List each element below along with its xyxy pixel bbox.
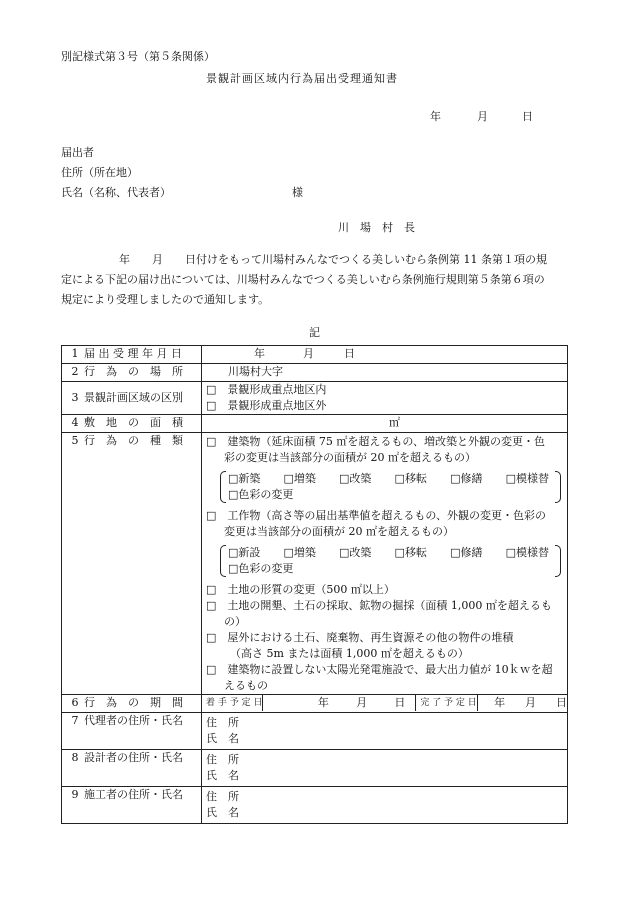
start-month: 月 <box>356 696 368 709</box>
checkbox-icon[interactable]: □ <box>206 599 217 612</box>
row-label: 設計者の住所・氏名 <box>84 751 183 764</box>
form-number: 別記様式第３号（第５条関係） <box>61 50 215 63</box>
row-number: 1 <box>71 347 79 360</box>
building-option[interactable] <box>202 434 567 450</box>
structure-option[interactable] <box>202 508 567 524</box>
agent-name-label: 氏 名 <box>206 732 239 745</box>
land-change-text: 土地の形質の変更（500 ㎡以上） <box>227 583 395 596</box>
structure-subtype-group <box>220 543 561 579</box>
receipt-year: 年 <box>254 347 265 360</box>
row-number: 5 <box>71 434 79 447</box>
checkbox-icon[interactable]: □ <box>206 509 217 522</box>
structure-remodel-option[interactable]: □模様替 <box>505 546 549 559</box>
building-relocate-option[interactable]: □移転 <box>394 472 427 485</box>
issuer: 川 場 村 長 <box>338 221 415 234</box>
row-contractor <box>62 787 568 824</box>
land-change-option[interactable] <box>202 582 567 598</box>
row-number: 6 <box>71 696 79 709</box>
start-date-label: 着 手 予 定 日 <box>202 695 263 711</box>
start-day: 日 <box>394 696 406 709</box>
checkbox-icon[interactable]: □ <box>206 435 217 448</box>
row-location <box>62 364 568 382</box>
honorific: 様 <box>292 186 303 199</box>
structure-relocate-option[interactable]: □移転 <box>394 546 427 559</box>
row-action-type <box>62 433 568 695</box>
outdoor-storage-option[interactable] <box>202 630 567 646</box>
checkbox-icon[interactable]: □ <box>206 663 217 676</box>
applicant-heading: 届出者 <box>61 146 94 159</box>
checkbox-icon[interactable]: □ <box>206 631 217 644</box>
body-line-2: 定による下記の届け出については、川場村みんなでつくる美しいむら条例施行規則第５条第６項の <box>61 273 545 286</box>
zone-inside-option[interactable] <box>202 382 567 398</box>
date-month: 月 <box>477 110 488 123</box>
structure-new-option[interactable]: □新設 <box>228 546 261 559</box>
row-label: 景観計画区域の区別 <box>84 391 183 404</box>
option-label: 景観形成重点地区外 <box>227 399 327 412</box>
applicant-address: 住所（所在地） <box>61 166 138 179</box>
outdoor-storage-text-1: 屋外における土石、廃棄物、再生資源その他の物件の堆積 <box>227 631 514 644</box>
option-label: 景観形成重点地区内 <box>227 383 327 396</box>
notification-table <box>61 345 568 824</box>
building-extension-option[interactable]: □増築 <box>283 472 316 485</box>
row-label: 届 出 受 理 年 月 日 <box>84 347 182 360</box>
building-remodel-option[interactable]: □模様替 <box>505 472 549 485</box>
row-number: 2 <box>71 365 79 378</box>
structure-text-1: 工作物（高さ等の届出基準値を超えるもの、外観の変更・色彩の <box>227 509 546 522</box>
date-year: 年 <box>430 110 441 123</box>
applicant-name: 氏名（名称、代表者） <box>61 186 171 199</box>
building-text-2: 彩の変更は当該部分の面積が 20 ㎡を超えるもの） <box>224 451 476 464</box>
designer-name-label: 氏 名 <box>206 769 239 782</box>
end-day: 日 <box>556 696 567 709</box>
row-label: 代理者の住所・氏名 <box>84 714 183 727</box>
structure-rebuild-option[interactable]: □改築 <box>339 546 372 559</box>
structure-extension-option[interactable]: □増築 <box>283 546 316 559</box>
location-value: 川場村大字 <box>228 365 283 378</box>
solar-option[interactable] <box>202 662 567 678</box>
row-agent <box>62 713 568 750</box>
row-label: 行 為 の 場 所 <box>84 365 183 378</box>
checkbox-icon[interactable]: □ <box>206 383 217 396</box>
checkbox-icon[interactable]: □ <box>206 583 217 596</box>
ki-heading: 記 <box>309 326 320 339</box>
building-repair-option[interactable]: □修繕 <box>450 472 483 485</box>
row-number: 7 <box>71 714 79 727</box>
end-month: 月 <box>525 696 537 709</box>
building-new-option[interactable]: □新築 <box>228 472 261 485</box>
area-unit: ㎡ <box>389 416 400 429</box>
building-text-1: 建築物（延床面積 75 ㎡を超えるもの、増改築と外観の変更・色 <box>227 435 545 448</box>
structure-text-2: 変更は当該部分の面積が 20 ㎡を超えるもの） <box>224 525 454 538</box>
row-number: 4 <box>71 416 79 429</box>
row-number: 3 <box>71 391 79 404</box>
structure-repair-option[interactable]: □修繕 <box>450 546 483 559</box>
designer-address-label: 住 所 <box>206 753 239 766</box>
row-label: 敷 地 の 面 積 <box>84 416 183 429</box>
row-site-area <box>62 415 568 433</box>
row-number: 8 <box>71 751 79 764</box>
building-color-option[interactable]: □色彩の変更 <box>228 488 294 501</box>
contractor-name-label: 氏 名 <box>206 806 239 819</box>
checkbox-icon[interactable]: □ <box>206 399 217 412</box>
row-label: 行 為 の 期 間 <box>84 696 183 709</box>
end-date-label: 完 了 予 定 日 <box>415 695 477 711</box>
building-subtype-group <box>220 469 561 505</box>
date-day: 日 <box>522 110 533 123</box>
body-line-1: 年 月 日付けをもって川場村みんなでつくる美しいむら条例第 11 条第１項の規 <box>119 253 547 266</box>
body-line-3: 規定により受理しましたので通知します。 <box>61 293 270 306</box>
solar-text-2: えるもの <box>224 679 268 692</box>
soil-extraction-option[interactable] <box>202 598 567 630</box>
row-number: 9 <box>71 788 79 801</box>
document-title: 景観計画区域内行為届出受理通知書 <box>206 72 398 85</box>
agent-address-label: 住 所 <box>206 716 239 729</box>
row-receipt-date <box>62 346 568 364</box>
structure-color-option[interactable]: □色彩の変更 <box>228 562 294 575</box>
solar-text-1: 建築物に設置しない太陽光発電施設で、最大出力値が 10ｋｗを超 <box>227 663 553 676</box>
contractor-address-label: 住 所 <box>206 790 239 803</box>
row-designer <box>62 750 568 787</box>
end-year: 年 <box>494 696 506 709</box>
row-label: 行 為 の 種 類 <box>84 434 183 447</box>
start-year: 年 <box>317 696 329 709</box>
row-label: 施工者の住所・氏名 <box>84 788 183 801</box>
zone-outside-option[interactable] <box>202 398 567 414</box>
row-action-period <box>62 695 568 713</box>
receipt-month: 月 <box>303 347 314 360</box>
building-rebuild-option[interactable]: □改築 <box>339 472 372 485</box>
outdoor-storage-text-2: （高さ 5m または面積 1,000 ㎡を超えるもの） <box>230 647 469 660</box>
row-zone-type <box>62 382 568 415</box>
receipt-day: 日 <box>344 347 355 360</box>
soil-extraction-text: 土地の開墾、土石の採取、鉱物の掘採（面積 1,000 ㎡を超えるもの） <box>224 599 552 628</box>
